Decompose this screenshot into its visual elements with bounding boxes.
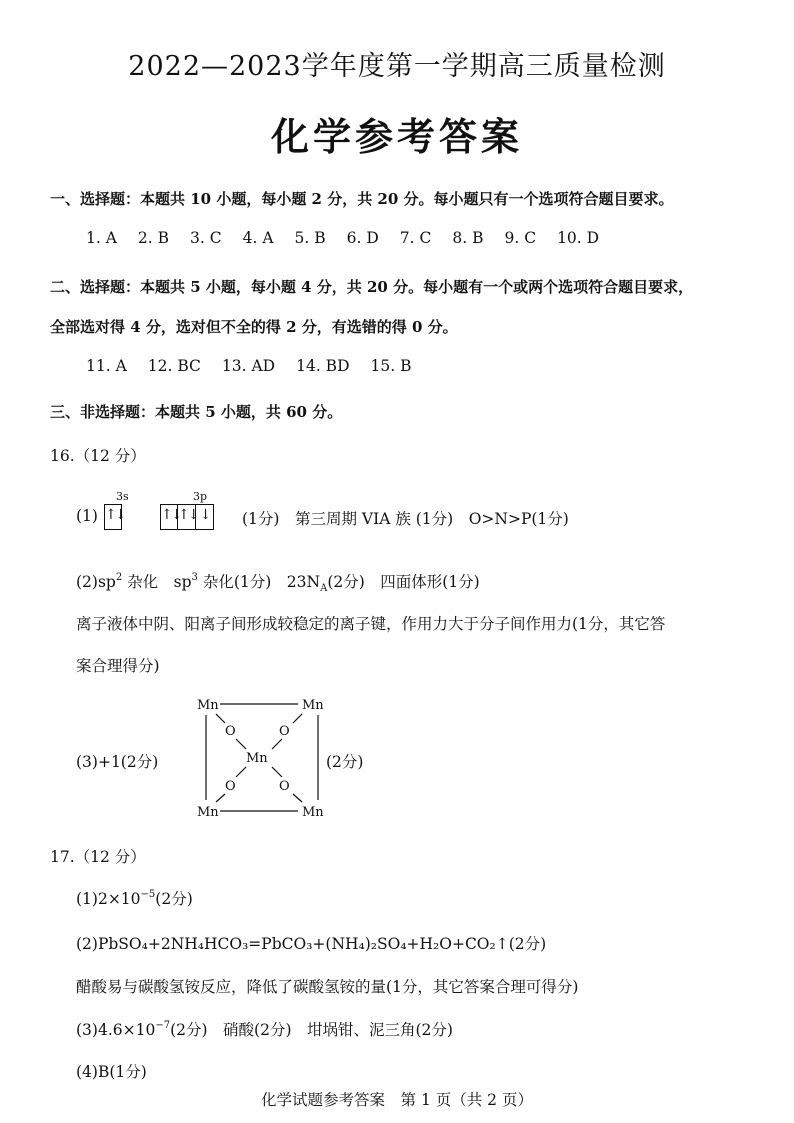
orbital-box: ↑↓	[160, 504, 178, 530]
q17-p2: (2)PbSO₄+2NH₄HCO₃=PbCO₃+(NH₄)₂SO₄+H₂O+CO₂↑(2分)	[76, 935, 547, 953]
q17-p4: (4)B(1分)	[76, 1063, 147, 1081]
orbital-box: ↑↓	[178, 504, 196, 530]
struct-mn-bl: Mn	[197, 805, 219, 820]
answer-6: 6. D	[346, 229, 379, 247]
orbital-box: ↓	[196, 504, 214, 530]
page-subtitle: 化学参考答案	[270, 114, 523, 159]
answer-15: 15. B	[370, 357, 412, 375]
answer-11: 11. A	[86, 357, 127, 375]
struct-mn-tl: Mn	[197, 698, 219, 713]
section1-answers	[86, 229, 620, 247]
struct-mn-center: Mn	[246, 751, 268, 766]
section1-heading: 一、选择题：本题共 10 小题，每小题 2 分，共 20 分。每小题只有一个选项符合题目要求。	[50, 190, 674, 208]
answer-14: 14. BD	[296, 357, 350, 375]
orbital-3s-label: 3s	[116, 490, 129, 503]
mn-o-structure	[190, 694, 340, 824]
q16-p2-line2: 离子液体中阴、阳离子间形成较稳定的离子键，作用力大于分子间作用力(1分，其它答	[76, 615, 666, 633]
q16-label: 16.（12 分）	[50, 447, 146, 465]
struct-o-bl: O	[225, 779, 236, 794]
q17-label: 17.（12 分）	[50, 848, 146, 866]
q17-p1: $(1)2\times 10^{-5}(2$分)	[76, 889, 193, 908]
answer-4: 4. A	[242, 229, 274, 247]
struct-o-tr: O	[279, 724, 290, 739]
orbital-3p	[160, 504, 214, 530]
answer-9: 9. C	[504, 229, 537, 247]
answer-1: 1. A	[86, 229, 117, 247]
orbital-box: ↑↓	[104, 504, 122, 530]
answer-3: 3. C	[190, 229, 222, 247]
page-footer: 化学试题参考答案 第 1 页（共 2 页）	[261, 1091, 533, 1109]
answer-12: 12. BC	[147, 357, 201, 375]
answer-10: 10. D	[557, 229, 600, 247]
section2-answers	[86, 357, 432, 375]
q17-p3: $(3)4.6\times 10^{-7}(2$分) 硝酸(2分) 坩埚钳、泥三角(2分)	[76, 1020, 453, 1039]
q16-p2: $(2)sp^2$ 杂化 $sp^3$ 杂化(1分) $23N_A(2$分) 四面体形(1分)	[76, 572, 480, 594]
section2-heading-line1: 二、选择题：本题共 5 小题，每小题 4 分，共 20 分。每小题有一个或两个选项符合题目要求，	[50, 278, 694, 296]
section2-heading-line2: 全部选对得 4 分，选对但不全的得 2 分，有选错的得 0 分。	[50, 318, 458, 336]
struct-mn-tr: Mn	[302, 698, 324, 713]
orbital-3p-label: 3p	[193, 490, 208, 503]
answer-8: 8. B	[452, 229, 484, 247]
struct-mn-br: Mn	[302, 805, 324, 820]
orbital-3s	[104, 504, 125, 530]
q16-p3-suffix: (2分)	[326, 753, 364, 771]
struct-o-tl: O	[225, 724, 236, 739]
q16-p3-prefix: (3)+1(2分)	[76, 753, 159, 771]
struct-o-br: O	[279, 779, 290, 794]
section3-heading: 三、非选择题：本题共 5 小题，共 60 分。	[50, 403, 343, 421]
page-title: 2022—2023学年度第一学期高三质量检测	[128, 51, 666, 82]
answer-7: 7. C	[399, 229, 432, 247]
answer-5: 5. B	[294, 229, 326, 247]
q16-p1-tail: (1分) 第三周期 VIA 族 (1分) O>N>P(1分)	[242, 510, 569, 528]
q16-p2-line3: 案合理得分)	[76, 657, 160, 675]
answer-13: 13. AD	[221, 357, 276, 375]
q17-p2-line2: 醋酸易与碳酸氢铵反应，降低了碳酸氢铵的量(1分，其它答案合理可得分)	[76, 978, 579, 996]
answer-2: 2. B	[137, 229, 170, 247]
q16-p1-prefix: (1)	[76, 507, 98, 525]
